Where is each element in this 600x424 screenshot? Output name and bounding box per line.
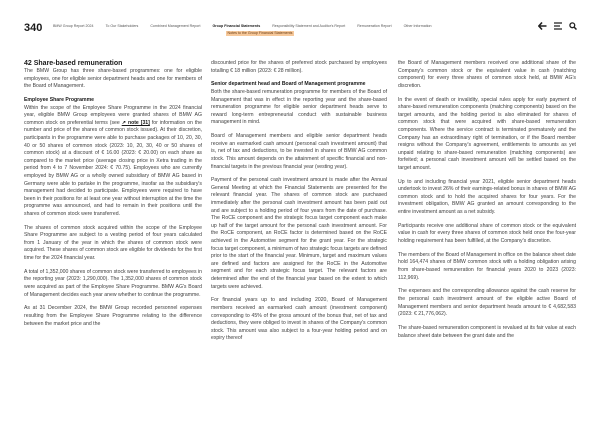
paragraph: The share-based remuneration component is revalued at its fair value at each balance sheet date between the grant date and the [398,324,576,339]
back-arrow-icon[interactable] [538,22,547,30]
nav-bmw-group-report[interactable]: BMW Group Report 2024 [53,24,94,28]
paragraph: As at 31 December 2024, the BMW Group recorded personnel expenses resulting from the Employee Share Programme relating to the difference between the market price and the [24,305,202,327]
column-1 [24,60,202,334]
note-31-link[interactable]: ↗ note [31] [121,119,150,126]
nav-remuneration-report[interactable]: Remuneration Report [357,24,392,28]
paragraph: discounted price for the shares of preferred stock purchased by employees totalling € 18 million (2023: € 28 million). [211,60,387,74]
paragraph: The members of the Board of Management in office on the balance sheet date hold 164,474 shares of BMW common stock with a holding obligation arising from share-based remuneration for financial years 2020 to 2023 (2023: 112,969). [398,251,576,281]
column-3 [398,60,576,346]
nav-responsibility-statement[interactable]: Responsibility Statement and Auditor's Report [272,24,346,28]
column-2 [211,60,387,349]
paragraph: Both the share-based remuneration programme for members of the Board of Management that was in effect in the reporting year and the share-based remuneration programme for eligible senior department heads serve to reward long-term entrepreneurial conduct with sustainable business management in mind. [211,88,387,126]
section-title: 42 Share-based remuneration [24,60,123,67]
paragraph: In the event of death or invalidity, special rules apply for early payment of share-based remuneration components (matching components) based on the target amounts, and the holding period is also eliminated for shares of common stock that were acquired with share-based remuneration components. Where the service contract is terminated prematurely and the Company has an extraordinary right of termination, or if the Board member resigns without the Company's agreement, entitlements to amounts as yet unpaid relating to share-based remuneration (matching components) are forfeited; a personal cash investment amount will be settled based on the target amount. [398,96,576,171]
paragraph: Board of Management members and eligible senior department heads receive an earmarked cash amount (personal cash investment amount) that is, net of tax and deductions, to be invested in shares of BMW AG common stock. This amount depends on the attainment of specific financial and non-financial targets in the previous financial year (vesting year). [211,133,387,170]
nav-other-information[interactable]: Other Information [403,24,432,28]
nav-group-financial-statements[interactable]: Group Financial Statements [212,24,261,28]
paragraph: Participants receive one additional share of common stock or the equivalent value in cash for every three shares of common stock held once the four-year holding requirement has been fulfilled, at the Company's discretion. [398,222,576,245]
subnav-notes-to-financial-statements[interactable]: Notes to the Group Financial Statements [227,31,293,36]
paragraph: The expenses and the corresponding allowance against the cash reserve for the personal cash investment amount of the eligible active Board of Management members and senior department heads amount to € 4,682,583 (2023: € 21,776,062). [398,288,576,318]
toolbar-icons [538,22,577,30]
text: Within the scope of the Employee Share Programme in the 2024 financial year, eligible BMW Group employees were granted shares of BMW AG common stock on preferential terms (see [24,104,202,126]
page-number: 340 [24,22,43,34]
nav-combined-management-report[interactable]: Combined Management Report [150,24,201,28]
paragraph [24,105,202,219]
intro-paragraph: The BMW Group has three share-based programmes: one for eligible employees, one for eligible senior department heads and one for members of the Board of Management. [24,68,202,90]
search-icon[interactable] [569,22,577,30]
text: for information on the number and price of the shares of common stock issued). At their discretion, participants in the programme were able to purchase packages of 10, 20, 30, 40 or 50 shares of common stock (2023: 10, 20, 30, 40 or 50 shares of common stock) at a discount of € 16.00 (2023: € 20.00) on each share as compared to the market price (average closing price in Xetra trading in the period from 4 to 7 November 2024: € 70.75). Employees who are currently employed by BMW AG or a wholly owned subsidiary of BMW AG based in Germany were able to partake in the programme, insofar as the subsidiary's management had decided to participate. Employees were required to have been in their positions for at least one year without interruption at the time the programme was announced, and had to remain in their positions until the shares of common stock were transferred. [24,119,202,217]
paragraph: the Board of Management members received one additional share of the Company's common stock or the equivalent value in cash (matching component) for every three shares of common stock held, at BMW AG's discretion. [398,60,576,89]
top-navigation [53,24,444,28]
subheading-employee-share-programme: Employee Share Programme [24,96,94,103]
paragraph: Payment of the personal cash investment amount is made after the Annual General Meeting at which the Financial Statements are presented for the relevant financial year. The shares of common stock are purchased immediately after the personal cash investment amount has been paid out and are subject to a holding period of four years from the date of purchase. The RoCE component and the strategic focus target component each make up half of the target amount for the personal cash investment amount. For the RoCE component, an RoCE factor is determined based on the RoCE achieved in the Automotive segment for the grant year. For the strategic focus target component, a minimum of two strategic focus targets are defined prior to the start of the financial year. Minimum, target and maximum values are defined and factors are assigned for the RoCE in the Automotive segment and for each strategic focus target. The relevant factors are determined after the end of the financial year based on the extent to which targets were achieved. [211,177,387,290]
paragraph: For financial years up to and including 2020, Board of Management members received an earmarked cash amount (investment component) corresponding to 45% of the gross amount of the bonus that, net of tax and deductions, they were obliged to invest in shares of the Company's common stock. This amount was also subject to a four-year holding period and on expiry thereof [211,297,387,342]
paragraph: Up to and including financial year 2021, eligible senior department heads undertook to invest 26% of their earnings-related bonus in shares of BMW AG common stock and to hold the acquired shares for four years. For the investment obligation, BMW AG granted an amount corresponding to the entire investment amount as a net subsidy. [398,178,576,216]
nav-to-our-stakeholders[interactable]: To Our Stakeholders [105,24,139,28]
paragraph: A total of 1,352,000 shares of common stock were transferred to employees in the reporting year (2023: 1,290,000). The 1,352,000 shares of common stock were acquired as part of the Employee Share Programme. BMW AG's Board of Management decides each year anew whether to continue the programme. [24,268,202,298]
subheading-senior-department-head-programme: Senior department head and Board of Management programme [211,81,366,88]
menu-icon[interactable] [554,22,562,30]
paragraph: The shares of common stock acquired within the scope of the Employee Share Programme are subject to a vesting period of four years calculated from 1 January of the year in which the shares of common stock were acquired. These shares of common stock are eligible for dividends for the first time for the 2024 financial year. [24,224,202,262]
